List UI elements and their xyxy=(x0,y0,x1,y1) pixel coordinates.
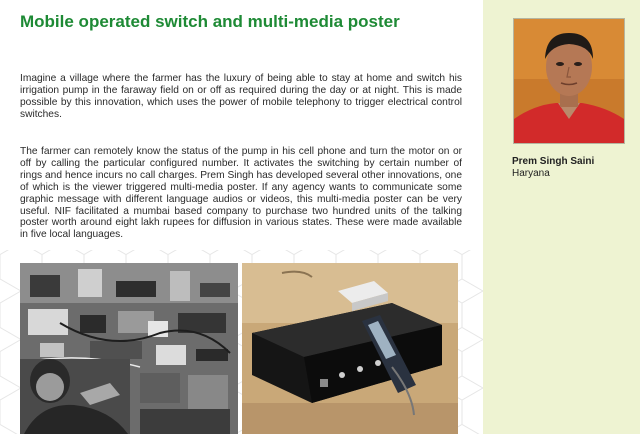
article-paragraph-2: The farmer can remotely know the status of the pump in his cell phone and turn the motor on or off by calling the particular configured number. It activates the switching by certain number of rings and hence incurs no call charges. Prem Singh has developed several other innovations, one of which is the viewer triggered multi-media poster. If any agency wants to communicate some graphic message with different language audios or videos, this multi-media poster can be very useful. NIF facilitated a mumbai based company to purchase two hundred units of the talking poster worth around eight lakh rupees for diffusion in various states. These were made available in five local languages. xyxy=(20,146,462,241)
innovator-name: Prem Singh Saini xyxy=(512,156,595,167)
innovator-location: Haryana xyxy=(512,168,550,179)
innovator-portrait xyxy=(513,18,625,144)
article-title: Mobile operated switch and multi-media poster xyxy=(20,12,400,31)
device-photo xyxy=(242,263,458,434)
article-paragraph-1: Imagine a village where the farmer has the luxury of being able to stay at home and switch his irrigation pump in the faraway field on or off as required during the day or at night. This is made possible by this innovation, which uses the power of mobile telephony to trigger electrical control switches. xyxy=(20,73,462,120)
workshop-photo xyxy=(20,263,238,434)
